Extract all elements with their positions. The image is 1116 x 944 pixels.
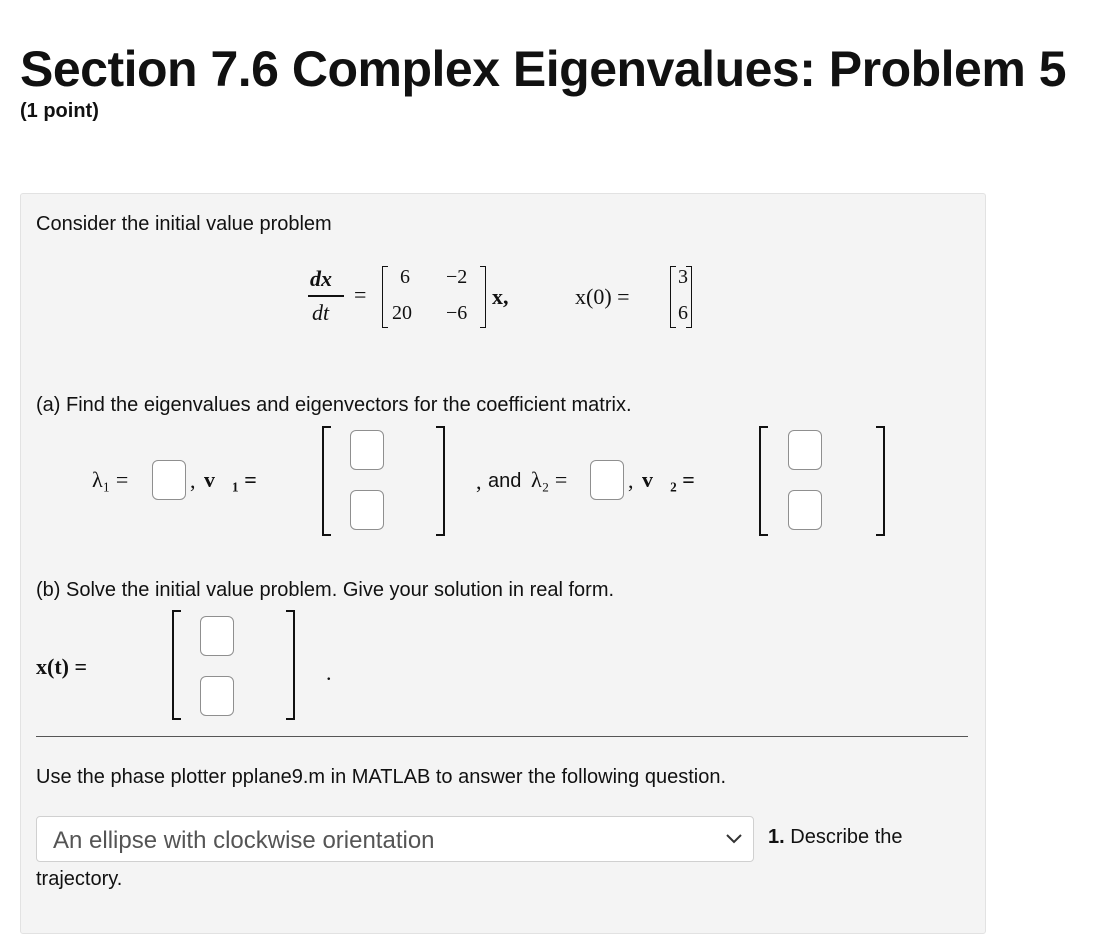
xt-component-2-input[interactable]: [200, 676, 234, 716]
fraction-bar: [308, 295, 344, 297]
comma-1: ,: [190, 468, 196, 493]
matrix-a12: −2: [446, 266, 468, 288]
equals-sign: =: [354, 282, 367, 307]
v2-left-bracket: [759, 426, 768, 536]
xt-left-bracket: [172, 610, 181, 720]
trajectory-dropdown[interactable]: [36, 816, 754, 862]
matrix-right-bracket: [480, 266, 486, 328]
ic-value-2: 6: [678, 302, 688, 324]
lambda2-label: λ₂ =: [531, 467, 568, 492]
dropdown-selected-value: An ellipse with clockwise orientation: [53, 827, 435, 854]
xt-right-bracket: [286, 610, 295, 720]
state-vector-x: x,: [492, 284, 509, 309]
matrix-a21: 20: [392, 302, 412, 324]
lambda2-input[interactable]: [590, 460, 624, 500]
v1-component-2-input[interactable]: [350, 490, 384, 530]
question-label: [768, 826, 903, 849]
ic-value-1: 3: [678, 266, 688, 288]
question-text-wrap: trajectory.: [36, 868, 123, 890]
xt-component-1-input[interactable]: [200, 616, 234, 656]
xt-label: x(t) =: [36, 654, 88, 679]
matrix-left-bracket: [382, 266, 388, 328]
ic-left-bracket: [670, 266, 676, 328]
v1-left-bracket: [322, 426, 331, 536]
xt-period: .: [326, 660, 332, 685]
equation-block: [300, 262, 720, 332]
chevron-down-icon: [725, 832, 743, 846]
matrix-a11: 6: [400, 266, 410, 288]
question-text: Describe the: [790, 826, 903, 848]
part-b-prompt: (b) Solve the initial value problem. Give your solution in real form.: [36, 579, 615, 601]
ic-right-bracket: [686, 266, 692, 328]
points-label: (1 point): [20, 100, 99, 122]
phase-prompt: Use the phase plotter pplane9.m in MATLAB to answer the following question.: [36, 766, 727, 788]
page-title: Section 7.6 Complex Eigenvalues: Problem 5: [20, 41, 1067, 97]
and-text: and: [488, 470, 522, 492]
v2-component-2-input[interactable]: [788, 490, 822, 530]
fraction-numerator: dx: [310, 266, 332, 291]
v2-right-bracket: [876, 426, 885, 536]
part-a-prompt: (a) Find the eigenvalues and eigenvectors for the coefficient matrix.: [36, 394, 632, 416]
comma-3: ,: [628, 468, 634, 493]
matrix-a22: −6: [446, 302, 468, 324]
problem-intro: Consider the initial value problem: [36, 213, 332, 235]
v1-component-1-input[interactable]: [350, 430, 384, 470]
initial-condition-label: x(0) =: [575, 284, 630, 309]
question-number: 1.: [768, 826, 785, 848]
v2-label: v⃗₂ =: [642, 467, 695, 492]
lambda1-label: λ₁ =: [92, 467, 129, 492]
v1-right-bracket: [436, 426, 445, 536]
v2-component-1-input[interactable]: [788, 430, 822, 470]
section-divider: [36, 736, 968, 737]
comma-2: ,: [476, 469, 482, 494]
lambda1-input[interactable]: [152, 460, 186, 500]
v1-label: v⃗₁ =: [204, 467, 257, 492]
fraction-denominator: dt: [312, 300, 330, 325]
